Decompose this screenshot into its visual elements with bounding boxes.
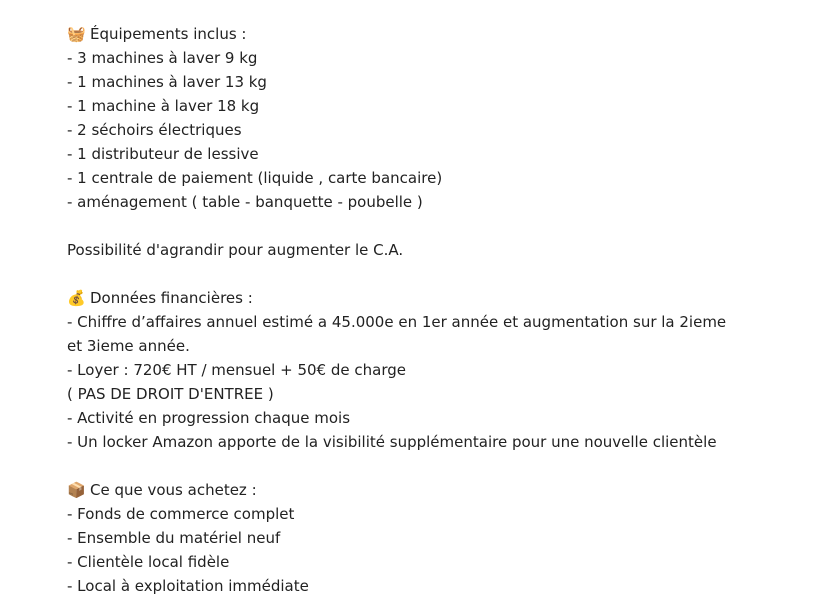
purchase-heading	[67, 478, 727, 502]
financials-heading	[67, 286, 727, 310]
money-bag-icon: 💰	[67, 289, 86, 307]
equipment-item: - 1 machine à laver 18 kg	[67, 97, 260, 115]
financials-item: ( PAS DE DROIT D'ENTREE )	[67, 385, 274, 403]
purchase-heading-text: Ce que vous achetez :	[90, 481, 257, 499]
financials-item: - Activité en progression chaque mois	[67, 409, 351, 427]
purchase-item: - Clientèle local fidèle	[67, 553, 230, 571]
equipment-item: - 3 machines à laver 9 kg	[67, 49, 258, 67]
spacer	[67, 262, 727, 286]
equipment-item: - 1 machines à laver 13 kg	[67, 73, 267, 91]
equipment-item: - 1 centrale de paiement (liquide , carte bancaire)	[67, 169, 443, 187]
package-icon: 📦	[67, 481, 86, 499]
equipment-heading	[67, 22, 727, 46]
purchase-item: - Fonds de commerce complet	[67, 505, 295, 523]
equipment-heading-text: Équipements inclus :	[90, 25, 247, 43]
equipment-item: - 1 distributeur de lessive	[67, 145, 259, 163]
listing-description	[67, 22, 727, 598]
financials-heading-text: Données financières :	[90, 289, 253, 307]
financials-item: - Chiffre d’affaires annuel estimé a 45.000e en 1er année et augmentation sur la 2ieme et 3ieme année.	[67, 313, 727, 355]
spacer	[67, 214, 727, 238]
equipment-item: - 2 séchoirs électriques	[67, 121, 242, 139]
purchase-item: - Ensemble du matériel neuf	[67, 529, 281, 547]
basket-icon: 🧺	[67, 25, 86, 43]
financials-item: - Un locker Amazon apporte de la visibilité supplémentaire pour une nouvelle clientèle	[67, 433, 717, 451]
purchase-item: - Local à exploitation immédiate	[67, 577, 309, 595]
expansion-note: Possibilité d'agrandir pour augmenter le C.A.	[67, 241, 404, 259]
spacer	[67, 454, 727, 478]
equipment-item: - aménagement ( table - banquette - poubelle )	[67, 193, 423, 211]
financials-item: - Loyer : 720€ HT / mensuel + 50€ de charge	[67, 361, 406, 379]
